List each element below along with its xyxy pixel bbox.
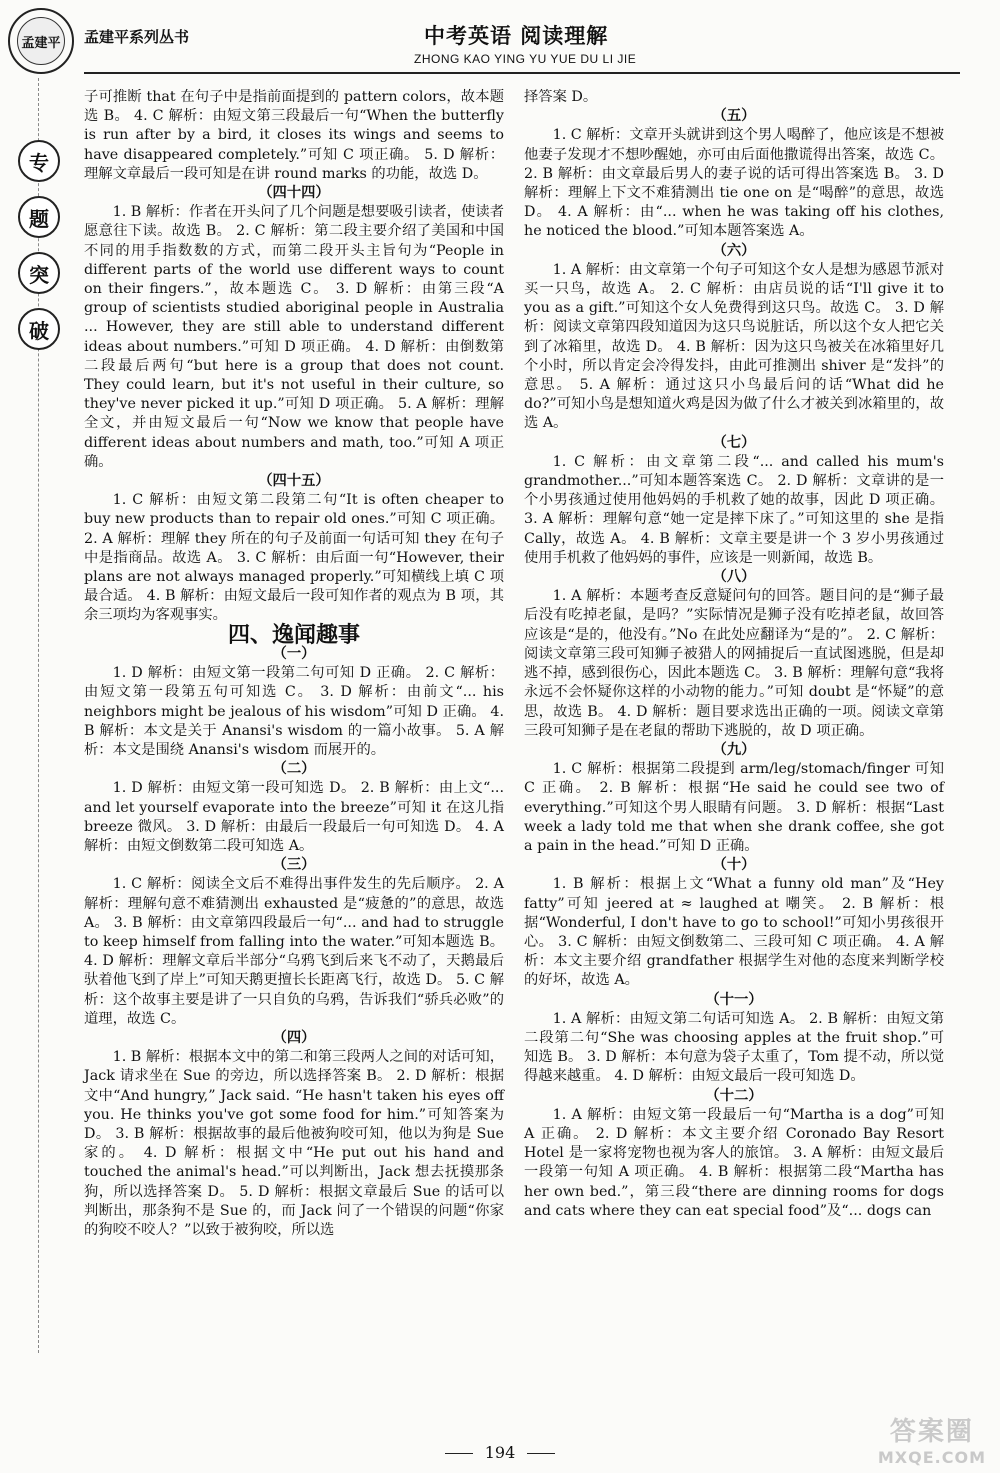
answer-paragraph: 1. A 解析：本题考查反意疑问句的回答。题目问的是“狮子最后没有吃掉老鼠，是吗？”实际情况是狮子没有吃掉老鼠，故回答应该是“是的，他没有。”No 在此处应翻译为“是的”。 2. C 解析：阅读文章第三段可知狮子被猎人的网捕捉后一直试图逃脱，但是却逃不掉，感到很伤心，因此本题选 C。 3. B 解析：理解句意“我将永远不会怀疑你这样的小动物的能力。”可知 doubt 是“怀疑”的意思，故选 B。 4. D 解析：题目要求选出正确的一项。阅读文章第三段可知狮子是在老鼠的帮助下逃脱的，故 D 项正确。	[524, 588, 944, 739]
answer-paragraph: 1. C 解析：文章开头就讲到这个男人喝醉了，他应该是不想被他妻子发现才不想吵醒她，亦可由后面他撒谎得出答案，故选 C。 2. B 解析：由文章最后男人的妻子说的话可得出答案选 B。 3. D 解析：理解上下文不难猜测出 tie one on 是“喝醉”的意思，故选 D。 4. A 解析：由“... when he was taking off his clothes, he noticed the blood.”可知本题答案选 A。	[524, 127, 944, 240]
section-heading: （十一）	[705, 991, 763, 1008]
section-heading: （十）	[712, 857, 756, 874]
header-rule	[84, 72, 960, 74]
answer-paragraph: 1. B 解析：根据上文“What a funny old man”及“Hey fatty”可知 jeered at ≈ laughed at 嘲笑。 2. B 解析：根据“Wonderful, I don't have to go to school!”可知小男孩很开心。 3. C 解析：由短文倒数第二、三段可知 C 项正确。 4. A 解析：本文主要介绍 grandfather 根据学生对他的态度来判断学校的好坏，故选 A。	[524, 876, 944, 989]
page-title: 中考英语 阅读理解	[424, 24, 609, 48]
watermark-title: 答案圈	[889, 1417, 974, 1447]
sidebar-badge: 专	[18, 140, 60, 182]
answer-paragraph: 子可推断 that 在句子中是指前面提到的 pattern colors，故本题选 B。 4. C 解析：由短文第三段最后一句“When the butterfly is run after by a bird, it closes its wings and seems to have disappeared completely.”可知 C 项正确。 5. D 解析：理解文章最后一段可知是在讲 round marks 的功能，故选 D。	[84, 89, 504, 182]
section-heading: （四十五）	[258, 473, 330, 490]
sidebar-badge: 题	[18, 196, 60, 238]
section-heading: （三）	[272, 857, 316, 874]
left-column	[84, 88, 504, 1240]
answer-paragraph: 1. C 解析：根据第二段提到 arm/leg/stomach/finger 可知 C 正确。 2. B 解析：根据“He said he could see two of everything.”可知这个男人眼睛有问题。 3. D 解析：根据“Last week a lady told me that when she drank coffee, she got a pain in the head.”可知 D 正确。	[524, 761, 944, 854]
right-column	[524, 88, 944, 1221]
answer-paragraph: 1. A 解析：由短文第一段最后一句“Martha is a dog”可知 A 正确。 2. D 解析：本文主要介绍 Coronado Bay Resort Hotel 是一家将宠物也视为客人的旅馆。 3. A 解析：由短文最后一段第一句知 A 项正确。 4. B 解析：根据第二段“Martha has her own bed.”，第三段“there are dinning rooms for dogs and cats where they can eat special food”及“... dogs can	[524, 1106, 944, 1219]
section-heading: （五）	[712, 108, 756, 125]
sidebar-badge: 突	[18, 252, 60, 294]
section-heading: （九）	[712, 741, 756, 758]
page-number: 194	[484, 1443, 516, 1462]
answer-paragraph: 1. D 解析：由短文第一段第二句可知 D 正确。 2. C 解析：由短文第一段第五句可知选 C。 3. D 解析：由前文“... his neighbors might be jealous of his wisdom”可知 D 正确。 4. B 解析：本文是关于 Anansi's wisdom 的一篇小故事。 5. A 解析：本文是围绕 Anansi's wisdom 而展开的。	[84, 665, 504, 758]
site-watermark	[878, 1411, 986, 1467]
page-title-pinyin: ZHONG KAO YING YU YUE DU LI JIE	[414, 52, 637, 66]
answer-paragraph: 1. B 解析：作者在开头问了几个问题是想要吸引读者，使读者愿意往下读。故选 B。 2. C 解析：第二段主要介绍了美国和中国不同的用手指数数的方式，而第二段开头主旨句为“People in different parts of the world use different ways to count on their fingers.”，故本题选 C。 3. D 解析：由第三段“A group of scientists studied aboriginal people in Australia ... However, they are still able to understand different ideas about numbers.”可知 D 项正确。 4. D 解析：由倒数第二段最后两句“but here is a group that does not count. They could learn, but it's not useful in their culture, so they've never picked it up.”可知 D 项正确。 5. A 解析：理解全文，并由短文最后一句“Now we know that people have different ideas about numbers and math, too.”可知 A 项正确。	[84, 204, 504, 470]
section-heading: （十二）	[705, 1087, 763, 1104]
section-heading: （八）	[712, 569, 756, 586]
answer-paragraph: 1. D 解析：由短文第一段可知选 D。 2. B 解析：由上文“... and let yourself evaporate into the breeze”可知 it 在这儿指 breeze 微风。 3. D 解析：由最后一段最后一句可知选 D。 4. A 解析：由短文倒数第二段可知选 A。	[84, 780, 504, 854]
section-heading: （二）	[272, 761, 316, 778]
answer-paragraph: 1. A 解析：由短文第二句话可知选 A。 2. B 解析：由短文第二段第二句“She was choosing apples at the fruit shop.”可知选 B。 3. D 解析：本句意为袋子太重了，Tom 提不动，所以觉得越来越重。 4. D 解析：由短文最后一段可知选 D。	[524, 1010, 944, 1085]
section-heading: （六）	[712, 242, 756, 259]
section-heading: （七）	[712, 434, 756, 451]
series-logo	[8, 8, 74, 74]
footer-dash	[445, 1453, 473, 1454]
answer-paragraph: 择答案 D。	[524, 89, 598, 105]
answer-paragraph: 1. B 解析：根据本文中的第二和第三段两人之间的对话可知，Jack 请求坐在 Sue 的旁边，所以选择答案 B。 2. D 解析：根据文中“And hungry,” Jack said. “He hasn't taken his eyes off you. He thinks you've got some food for him.”可知答案为 D。 3. B 解析：根据故事的最后他被狗咬可知，他以为狗是 Sue 家的。 4. D 解析：根据文中“He put out his hand and touched the animal's head.”可以判断出，Jack 想去抚摸那条狗，所以选择答案 D。 5. D 解析：根据文章最后 Sue 的话可以判断出，那条狗不是 Sue 的，而 Jack 问了一个错误的问题“你家的狗咬不咬人？”以致于被狗咬，所以选	[84, 1049, 504, 1238]
answer-paragraph: 1. C 解析：由文章第二段“... and called his mum's grandmother...”可知本题答案选 C。 2. D 解析：文章讲的是一个小男孩通过使用他妈妈的手机救了她的故事，因此 D 项正确。 3. A 解析：理解句意“她一定是摔下床了。”可知这里的 she 是指 Cally，故选 A。 4. B 解析：文章主要是讲一个 3 岁小男孩通过使用手机救了他妈妈的事件，应该是一则新闻，故选 B。	[524, 453, 944, 566]
answer-paragraph: 1. C 解析：阅读全文后不难得出事件发生的先后顺序。 2. A 解析：理解句意不难猜测出 exhausted 是“疲惫的”的意思，故选 A。 3. B 解析：由文章第四段最后一句“... and had to struggle to keep himself from falling into the water.”可知本题选 B。 4. D 解析：理解文章后半部分“乌鸦飞到后来飞不动了，天鹅最后驮着他飞到了岸上”可知天鹅更擅长长距离飞行，故选 D。 5. C 解析：这个故事主要是讲了一只自负的乌鸦，告诉我们“骄兵必败”的道理，故选 C。	[84, 876, 504, 1027]
page-footer	[0, 1443, 1000, 1462]
answer-paragraph: 1. C 解析：由短文第二段第二句“It is often cheaper to buy new products than to repair old ones.”可知 C 项正确。 2. A 解析：理解 they 所在的句子及前面一句话可知 they 在句子中是指商品。故选 A。 3. C 解析：由后面一句“However, their plans are not always managed properly.”可知横线上填 C 项最合适。 4. B 解析：由短文最后一段可知作者的观点为 B 项，其余三项均为客观事实。	[84, 492, 504, 624]
answer-paragraph: 1. A 解析：由文章第一个句子可知这个女人是想为感恩节派对买一只鸟，故选 A。 2. C 解析：由店员说的话“I'll give it to you as a gift.”可知这个女人免费得到这只鸟。故选 C。 3. D 解析：阅读文章第四段知道因为这只鸟说脏话，所以这个女人把它关到了冰箱里，故选 D。 4. B 解析：因为这只鸟被关在冰箱里好几个小时，所以肯定会冷得发抖，由此可推测出 shiver 是“发抖”的意思。 5. A 解析：通过这只小鸟最后问的话“What did he do?”可知小鸟是想知道火鸡是因为做了什么才被关到冰箱里的，故选 A。	[524, 261, 944, 432]
watermark-url: MXQE.COM	[877, 1448, 986, 1467]
section-heading: （一）	[272, 645, 316, 662]
chapter-heading: 四、逸闻趣事	[227, 621, 360, 648]
footer-dash	[527, 1453, 555, 1454]
section-heading: （四十四）	[258, 185, 330, 202]
series-name: 孟建平系列丛书	[84, 28, 190, 46]
logo-text: 孟建平	[17, 17, 65, 65]
sidebar-badge: 破	[18, 308, 60, 350]
section-heading: （四）	[272, 1029, 316, 1046]
